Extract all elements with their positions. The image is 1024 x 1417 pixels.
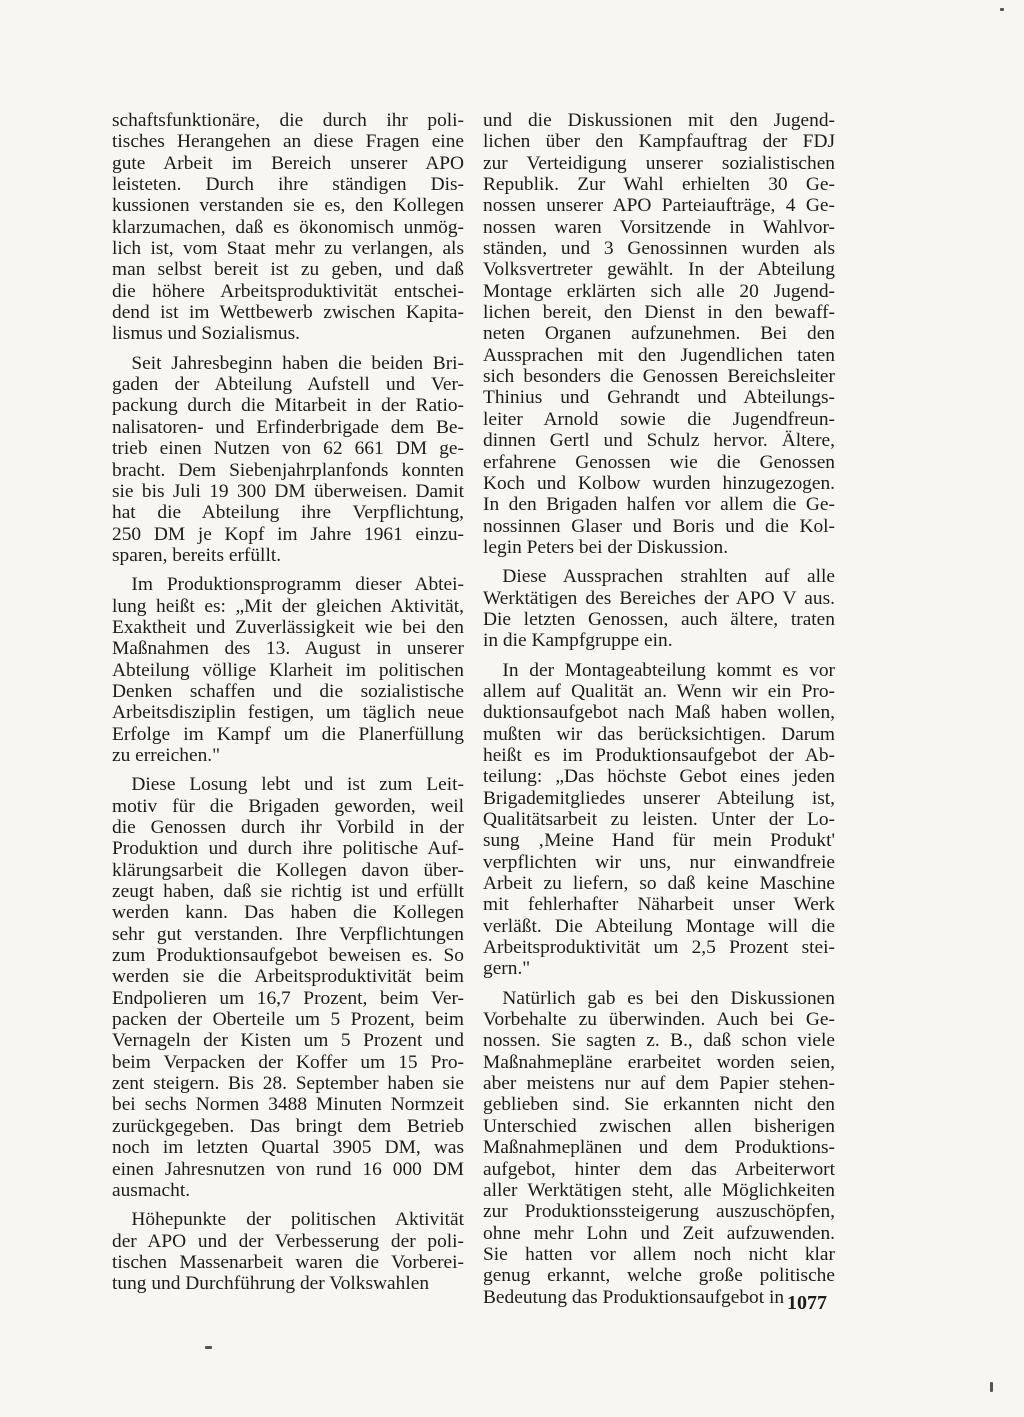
page-number: 1077: [787, 1292, 827, 1314]
text-line: nossen waren Vorsitzende in Wahlvor-: [483, 216, 835, 238]
text-line: nossen. Sie sagten z. B., daß schon viele: [483, 1030, 835, 1052]
text-line: zur Verteidigung unserer sozialistischen: [483, 152, 835, 174]
text-line: in die Kampfgruppe ein.: [483, 630, 673, 652]
text-line: aufgebot, hinter dem das Arbeiterwort: [483, 1158, 835, 1180]
text-line: sehr gut verstanden. Ihre Verpflichtungen: [112, 923, 464, 945]
text-line: Seit Jahresbeginn haben die beiden Bri-: [131, 352, 464, 374]
text-line: sparen, bereits erfüllt.: [112, 544, 282, 566]
text-line: zeugt haben, daß sie richtig ist und erfüllt: [112, 881, 464, 903]
text-line: mußten wir das berücksichtigen. Darum: [483, 723, 835, 745]
text-line: lismus und Sozialismus.: [112, 323, 300, 345]
text-line: Diese Losung lebt und ist zum Leit-: [131, 774, 464, 796]
text-line: kussionen verstanden sie es, den Kollegen: [112, 195, 464, 217]
text-line: Volksvertreter gewählt. In der Abteilung: [483, 259, 835, 281]
text-line: Koch und Kolbow wurden hinzugezogen.: [483, 472, 835, 494]
text-line: leiter Arnold sowie die Jugendfreun-: [483, 408, 835, 430]
paragraph: [112, 353, 464, 566]
text-line: legin Peters bei der Diskussion.: [483, 536, 729, 558]
text-line: lung heißt es: „Mit der gleichen Aktivität,: [112, 595, 464, 617]
text-line: nossinnen Glaser und Boris und die Kol-: [483, 515, 835, 537]
text-line: Werktätigen des Bereiches der APO V aus.: [483, 587, 835, 609]
paragraph: [483, 660, 835, 980]
text-line: Montage erklärten sich alle 20 Jugend-: [483, 280, 835, 302]
text-line: Brigademitgliedes unserer Abteilung ist,: [483, 787, 835, 809]
text-line: lich ist, vom Staat mehr zu verlangen, als: [112, 238, 464, 260]
text-line: Thinius und Gehrandt und Abteilungs-: [483, 387, 835, 409]
text-line: aller Werktätigen steht, alle Möglichkeiten: [483, 1179, 835, 1201]
text-line: packen der Oberteile um 5 Prozent, beim: [112, 1009, 464, 1031]
text-line: erfahrene Genossen wie die Genossen: [483, 451, 835, 473]
text-line: zu erreichen.": [112, 744, 221, 766]
text-line: dend ist im Wettbewerb zwischen Kapita-: [112, 302, 464, 324]
text-line: sich besonders die Genossen Bereichsleiter: [483, 366, 835, 388]
text-line: tisches Herangehen an diese Fragen eine: [112, 131, 464, 153]
text-line: die Genossen durch ihr Vorbild in der: [112, 817, 464, 838]
text-line: heißt es im Produktionsaufgebot der Ab-: [483, 744, 835, 766]
text-line: Maßnahmen des 13. August in unserer: [112, 638, 464, 660]
paragraph: [112, 1209, 464, 1294]
text-line: zur Produktionssteigerung auszuschöpfen,: [483, 1201, 835, 1223]
text-line: gaden der Abteilung Aufstell und Ver-: [112, 374, 464, 396]
text-line: trieb einen Nutzen von 62 661 DM ge-: [112, 438, 464, 460]
text-line: Abteilung völlige Klarheit im politischen: [112, 659, 464, 681]
text-line: zent steigern. Bis 28. September haben sie: [112, 1073, 464, 1095]
text-line: hat die Abteilung ihre Verpflichtung,: [112, 502, 464, 524]
text-line: leisteten. Durch ihre ständigen Dis-: [112, 174, 464, 196]
text-line: Arbeitsproduktivität um 2,5 Prozent stei-: [483, 937, 835, 959]
text-line: Arbeit zu liefern, so daß keine Maschine: [483, 873, 835, 895]
text-line: verpflichten wir uns, nur einwandfreie: [483, 851, 835, 873]
text-line: Vernageln der Kisten um 5 Prozent und: [112, 1030, 464, 1052]
text-line: dinnen Gertl und Schulz hervor. Ältere,: [483, 430, 835, 452]
text-line: geblieben sind. Sie erkannten nicht den: [483, 1094, 835, 1116]
text-line: Aussprachen mit den Jugendlichen taten: [483, 344, 835, 366]
text-line: einen Jahresnutzen von rund 16 000 DM: [112, 1158, 464, 1180]
text-line: In den Brigaden halfen vor allem die Ge-: [483, 494, 835, 516]
text-line: allem auf Qualität an. Wenn wir ein Pro-: [483, 680, 835, 702]
text-line: Erfolge im Kampf um die Planerfüllung: [112, 723, 464, 745]
paragraph: [483, 566, 835, 651]
text-line: lichen über den Kampfauftrag der FDJ: [483, 131, 835, 153]
text-line: Denken schaffen und die sozialistische: [112, 680, 464, 702]
text-line: Vorbehalte zu überwinden. Auch bei Ge-: [483, 1009, 835, 1031]
text-line: bracht. Dem Siebenjahrplanfonds konnten: [112, 459, 464, 481]
text-line: Endpolieren um 16,7 Prozent, beim Ver-: [112, 987, 464, 1009]
text-line: aber meistens nur auf dem Papier stehen-: [483, 1073, 835, 1095]
text-line: Höhepunkte der politischen Aktivität: [131, 1209, 464, 1231]
text-line: In der Montageabteilung kommt es vor: [502, 659, 835, 681]
text-line: die höhere Arbeitsproduktivität entschei-: [112, 280, 464, 302]
text-line: lichen bereit, den Dienst in den bewaff-: [483, 302, 835, 324]
text-line: Republik. Zur Wahl erhielten 30 Ge-: [483, 174, 835, 196]
paragraph: [483, 110, 835, 558]
right-column: [483, 110, 835, 1316]
text-line: zurückgegeben. Das bringt dem Betrieb: [112, 1115, 464, 1137]
text-line: sung ‚Meine Hand für mein Produkt': [483, 830, 835, 852]
text-line: tischen Massenarbeit waren die Vorberei-: [112, 1251, 464, 1273]
text-line: noch im letzten Quartal 3905 DM, was: [112, 1137, 464, 1159]
text-line: 250 DM je Kopf im Jahre 1961 einzu-: [112, 523, 464, 545]
text-line: motiv für die Brigaden geworden, weil: [112, 795, 464, 817]
paragraph: [112, 574, 464, 766]
text-line: nossen unserer APO Parteiaufträge, 4 Ge-: [483, 195, 835, 217]
text-line: Exaktheit und Zuverlässigkeit wie bei den: [112, 616, 464, 638]
text-line: schaftsfunktionäre, die durch ihr poli-: [112, 110, 464, 131]
text-line: teilung: „Das höchste Gebot eines jeden: [483, 766, 835, 788]
text-line: genug erkannt, welche große politische: [483, 1265, 835, 1287]
text-line: klärungsarbeit die Kollegen davon über-: [112, 859, 464, 881]
text-line: gute Arbeit im Bereich unserer APO: [112, 152, 464, 174]
text-line: ohne mehr Lohn und Zeit aufzuwenden.: [483, 1222, 835, 1244]
text-line: Die letzten Genossen, auch ältere, traten: [483, 608, 835, 630]
text-line: werden sie die Arbeitsproduktivität beim: [112, 966, 464, 988]
text-line: werden kann. Das haben die Kollegen: [112, 902, 464, 924]
text-line: Sie hatten vor allem noch nicht klar: [483, 1243, 835, 1265]
text-line: man selbst bereit ist zu geben, und daß: [112, 259, 464, 281]
text-line: bei sechs Normen 3488 Minuten Normzeit: [112, 1094, 464, 1116]
text-line: Maßnahmepläne erarbeitet worden seien,: [483, 1051, 835, 1073]
left-column: [112, 110, 464, 1303]
paragraph: [483, 988, 835, 1308]
text-line: Arbeitsdisziplin festigen, um täglich neue: [112, 702, 464, 724]
paragraph: [112, 110, 464, 345]
text-line: mit fehlerhafter Näharbeit unser Werk: [483, 894, 835, 916]
text-line: gern.": [483, 958, 531, 980]
text-line: klarzumachen, daß es ökonomisch unmög-: [112, 216, 464, 238]
text-line: Diese Aussprachen strahlten auf alle: [502, 566, 835, 588]
text-line: Unterschied zwischen allen bisherigen: [483, 1115, 835, 1137]
text-line: Produktion und durch ihre politische Auf-: [112, 838, 464, 860]
text-line: neten Organen aufzunehmen. Bei den: [483, 323, 835, 345]
text-line: sie bis Juli 19 300 DM überweisen. Damit: [112, 480, 464, 502]
text-line: verläßt. Die Abteilung Montage will die: [483, 915, 835, 937]
text-line: nalisatoren- und Erfinderbrigade dem Be-: [112, 416, 464, 438]
text-line: packung durch die Mitarbeit in der Ratio-: [112, 395, 464, 417]
text-line: Qualitätsarbeit zu leisten. Unter der Lo-: [483, 809, 835, 830]
text-line: duktionsaufgebot nach Maß haben wollen,: [483, 702, 835, 724]
text-line: ausmacht.: [112, 1179, 191, 1201]
text-line: der APO und der Verbesserung der poli-: [112, 1230, 464, 1252]
text-line: Im Produktionsprogramm dieser Abtei-: [131, 574, 464, 596]
text-line: Maßnahmeplänen und dem Produktions-: [483, 1137, 835, 1159]
text-line: ständen, und 3 Genossinnen wurden als: [483, 238, 835, 260]
text-line: und die Diskussionen mit den Jugend-: [483, 110, 835, 131]
text-line: beim Verpacken der Koffer um 15 Pro-: [112, 1051, 464, 1073]
text-line: Bedeutung das Produktionsaufgebot in: [483, 1286, 785, 1308]
text-line: tung und Durchführung der Volkswahlen: [112, 1273, 430, 1295]
text-line: Natürlich gab es bei den Diskussionen: [502, 987, 835, 1009]
text-line: zum Produktionsaufgebot beweisen es. So: [112, 945, 464, 967]
paragraph: [112, 774, 464, 1201]
